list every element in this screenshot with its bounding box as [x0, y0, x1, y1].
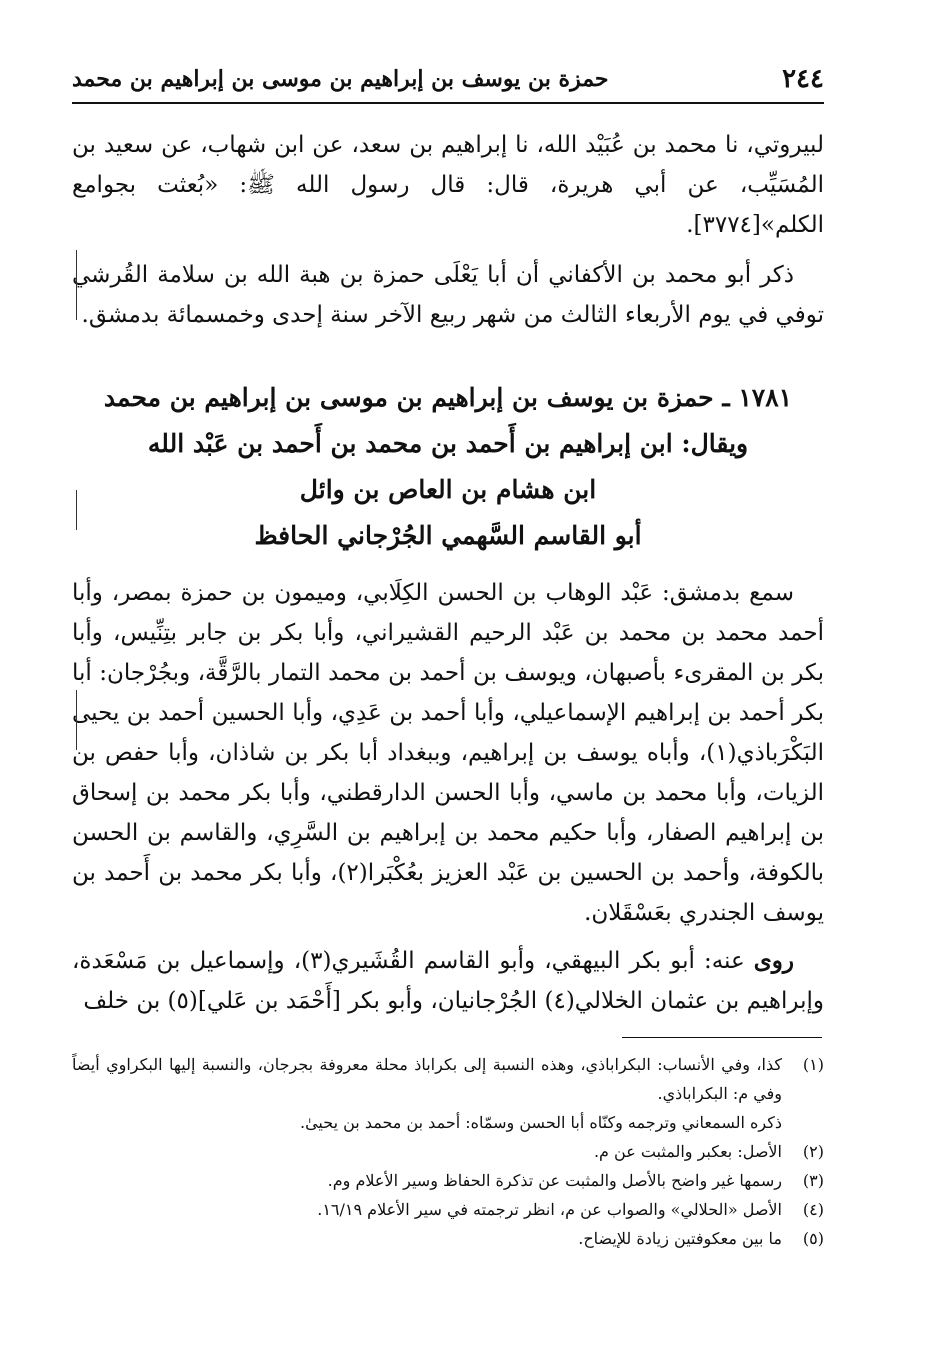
footnote: [72, 1137, 824, 1166]
footnote-number: (٤): [802, 1200, 824, 1219]
entry-heading-line-2: ويقال: ابن إبراهيم بن أَحمد بن محمد بن أَحمد بن عَبْد الله: [147, 429, 749, 458]
footnote-divider: [622, 1037, 822, 1038]
footnote-text: كذا، وفي الأنساب: البكراباذي، وهذه النسبة إلى بكراباذ محلة معروفة بجرجان، والنسبة إليها البكراوي أيضاً وفي م: البكراباذي.: [72, 1055, 783, 1103]
entry-heading: [72, 375, 824, 559]
footnote: [72, 1050, 824, 1108]
scan-margin-line: [76, 490, 77, 530]
footnote: [72, 1166, 824, 1195]
footnote-continuation: ذكره السمعاني وترجمه وكنّاه أبا الحسن وسمّاه: أحمد بن محمد بن يحيىٰ.: [299, 1113, 782, 1132]
footnote-text: الأصل «الحلالي» والصواب عن م، انظر ترجمته في سير الأعلام ١٦/١٩.: [317, 1200, 782, 1219]
footnote-text: الأصل: بعكبر والمثبت عن م.: [593, 1142, 782, 1161]
running-title: حمزة بن يوسف بن إبراهيم بن موسى بن إبراهيم بن محمد: [72, 66, 609, 92]
entry-heading-line-1: ١٧٨١ ـ حمزة بن يوسف بن إبراهيم بن موسى بن إبراهيم بن محمد: [103, 383, 793, 412]
paragraph-students: [72, 941, 824, 1021]
footnote-number: (٥): [802, 1229, 824, 1248]
scan-margin-line: [76, 690, 77, 750]
entry-heading-line-3: ابن هشام بن العاص بن وائل: [299, 475, 597, 504]
footnote: [72, 1224, 824, 1253]
paragraph-students-text: عنه: أبو بكر البيهقي، وأبو القاسم القُشَيري(٣)، وإسماعيل بن مَسْعَدة، وإبراهيم بن عثمان الخلالي(٤) الجُرْجانيان، وأبو بكر [أَحْمَد بن عَلي](٥) بن خلف: [72, 948, 824, 1014]
footnote-text: رسمها غير واضح بالأصل والمثبت عن تذكرة الحفاظ وسير الأعلام وم.: [327, 1171, 782, 1190]
footnote-number: (٢): [802, 1142, 824, 1161]
paragraph-hadith-chain: لبيروتي، نا محمد بن عُبَيْد الله، نا إبراهيم بن سعد، عن ابن شهاب، عن سعيد بن المُسَيِّب، عن أبي هريرة، قال: قال رسول الله ﷺ: «بُعثت بجوامع الكلم»[٣٧٧٤].: [72, 132, 824, 238]
footnote-number: (١): [802, 1055, 824, 1074]
page-number: ٢٤٤: [782, 64, 824, 94]
footnote: [72, 1195, 824, 1224]
paragraph-death-note: ذكر أبو محمد بن الأكفاني أن أبا يَعْلَى حمزة بن هبة الله بن سلامة القُرشي توفي في يوم الأربعاء الثالث من شهر ربيع الآخر سنة إحدى وخمسمائة بدمشق.: [72, 262, 824, 328]
page-header: [72, 62, 824, 104]
entry-heading-line-4: أبو القاسم السَّهمي الجُرْجاني الحافظ: [254, 521, 642, 550]
main-text: [72, 125, 824, 1021]
footnote-text: ما بين معكوفتين زيادة للإيضاح.: [578, 1229, 782, 1248]
footnote-number: (٣): [802, 1171, 824, 1190]
paragraph-lead-word: روى: [753, 947, 794, 974]
scan-margin-line: [76, 250, 77, 320]
paragraph-teachers: سمع بدمشق: عَبْد الوهاب بن الحسن الكِلَابي، وميمون بن حمزة بمصر، وأبا أحمد محمد بن محمد بن عَبْد الرحيم القشيراني، وأبا بكر بن جابر بتِنِّيس، وأبا بكر بن المقرىء بأصبهان، ويوسف بن أحمد بن محمد التمار بالرَّقَّة، وبجُرْجان: أبا بكر أحمد بن إبراهيم الإسماعيلي، وأبا أحمد بن عَدِي، وأبا الحسين أحمد بن يحيى البَكْرَباذي(١)، وأباه يوسف بن إبراهيم، وببغداد أبا بكر بن شاذان، وأبا حفص بن الزيات، وأبا محمد بن ماسي، وأبا الحسن الدارقطني، وأبا بكر محمد بن إسحاق بن إبراهيم الصفار، وأبا حكيم محمد بن إبراهيم بن السَّرِي، والقاسم بن الحسن بالكوفة، وأحمد بن الحسين بن عَبْد العزيز بعُكْبَرا(٢)، وأبا بكر محمد بن أَحمد بن يوسف الجندري بعَسْقَلان.: [72, 580, 825, 926]
footnotes: [72, 1050, 824, 1253]
